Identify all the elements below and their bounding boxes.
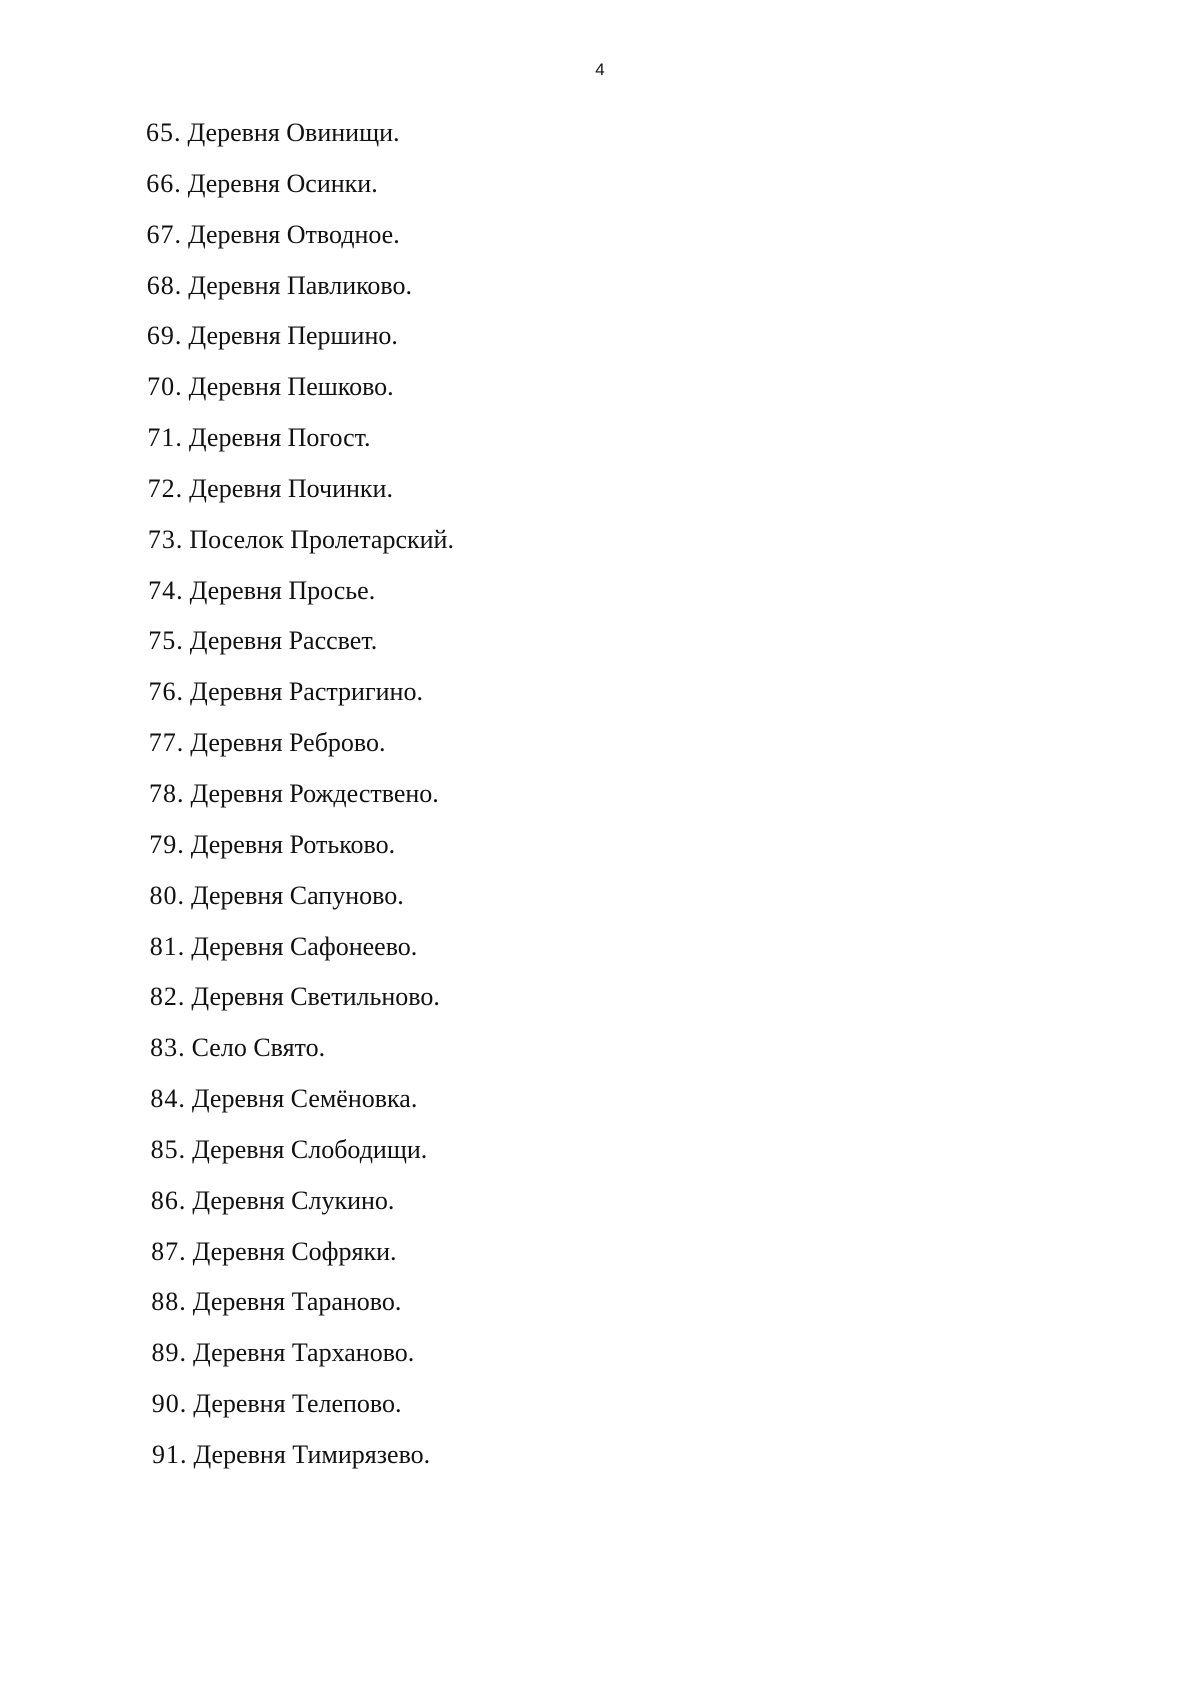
- list-item: [0, 1074, 1200, 1125]
- list-item: [0, 362, 1200, 413]
- list-item: [0, 718, 1200, 769]
- list-item: [0, 871, 1200, 922]
- item-text: Деревня Отводное.: [187, 219, 400, 249]
- item-text: Деревня Погост.: [188, 423, 371, 453]
- list-item: [0, 769, 1200, 820]
- item-text: Деревня Просье.: [189, 575, 376, 605]
- list-item: [0, 972, 1200, 1023]
- list-item: [0, 515, 1200, 566]
- item-number: 68.: [146, 270, 183, 300]
- page-number: 4: [595, 60, 605, 79]
- list-item: [0, 159, 1200, 210]
- item-text: Деревня Першино.: [188, 321, 398, 351]
- item-text: Деревня Реброво.: [190, 728, 386, 758]
- list-item: [0, 1023, 1200, 1074]
- item-text: Деревня Тимирязево.: [193, 1439, 431, 1469]
- list-item: [0, 667, 1200, 718]
- item-number: 71.: [147, 423, 183, 453]
- list-item: [0, 1125, 1200, 1176]
- item-text: Деревня Пешково.: [188, 372, 394, 402]
- item-text: Деревня Сафонеево.: [191, 931, 418, 961]
- item-text: Деревня Сапуново.: [190, 880, 404, 910]
- list-item: [0, 1176, 1200, 1227]
- item-number: 76.: [148, 677, 185, 707]
- list-item: [0, 1328, 1200, 1379]
- item-number: 88.: [151, 1287, 187, 1317]
- list-item: [0, 1430, 1200, 1481]
- item-number: 65.: [146, 118, 182, 147]
- item-number: 81.: [149, 931, 186, 961]
- list-item: [0, 616, 1200, 667]
- item-number: 77.: [148, 728, 185, 758]
- item-number: 90.: [151, 1389, 188, 1419]
- item-number: 74.: [148, 575, 184, 605]
- item-number: 72.: [147, 473, 184, 503]
- list-item: [0, 464, 1200, 515]
- item-text: Деревня Слукино.: [192, 1185, 395, 1215]
- item-number: 79.: [149, 829, 185, 859]
- list-item: [0, 108, 1200, 159]
- item-text: Деревня Семёновка.: [191, 1084, 418, 1114]
- item-text: Деревня Рассвет.: [189, 626, 378, 656]
- item-number: 85.: [150, 1134, 187, 1164]
- list-item: [0, 1277, 1200, 1328]
- item-number: 78.: [149, 778, 185, 808]
- list-item: [0, 413, 1200, 464]
- item-number: 86.: [150, 1185, 187, 1215]
- item-text: Деревня Ротьково.: [190, 829, 396, 859]
- list-item: [0, 210, 1200, 261]
- list-item: [0, 566, 1200, 617]
- item-text: Деревня Овинищи.: [187, 118, 400, 147]
- list-item: [0, 922, 1200, 973]
- item-number: 75.: [148, 626, 184, 656]
- item-text: Деревня Софряки.: [192, 1236, 397, 1266]
- item-number: 66.: [146, 168, 182, 198]
- item-number: 87.: [151, 1236, 187, 1266]
- item-text: Деревня Светильново.: [191, 982, 440, 1012]
- item-text: Деревня Починки.: [189, 473, 393, 503]
- item-text: Деревня Слободищи.: [192, 1134, 428, 1164]
- item-text: Деревня Тараново.: [192, 1287, 402, 1317]
- list-item: [0, 1379, 1200, 1430]
- item-number: 69.: [146, 321, 183, 351]
- item-number: 91.: [152, 1439, 188, 1469]
- list-item: [0, 261, 1200, 312]
- item-text: Деревня Тарханово.: [193, 1338, 415, 1368]
- item-number: 67.: [146, 219, 182, 249]
- item-number: 73.: [147, 524, 184, 554]
- item-text: Поселок Пролетарский.: [189, 524, 454, 554]
- item-number: 83.: [150, 1033, 186, 1063]
- list-item: [0, 1227, 1200, 1278]
- item-number: 89.: [151, 1338, 188, 1368]
- item-text: Деревня Павликово.: [188, 270, 413, 300]
- item-text: Деревня Осинки.: [187, 168, 378, 198]
- settlement-list: [0, 108, 1200, 1481]
- list-item: [0, 311, 1200, 362]
- item-number: 82.: [149, 982, 186, 1012]
- item-text: Деревня Рождествено.: [190, 778, 439, 808]
- item-text: Деревня Растригино.: [190, 677, 423, 707]
- item-number: 84.: [150, 1084, 186, 1114]
- item-text: Деревня Телепово.: [193, 1389, 402, 1419]
- list-item: [0, 820, 1200, 871]
- item-number: 80.: [149, 880, 185, 910]
- item-number: 70.: [147, 372, 183, 402]
- item-text: Село Свято.: [191, 1033, 326, 1063]
